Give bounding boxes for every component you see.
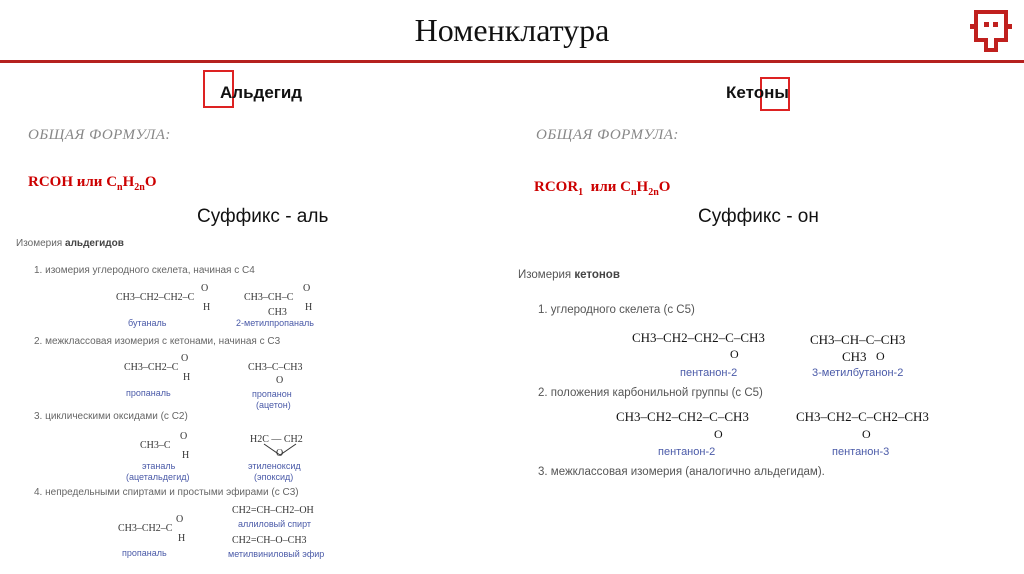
isomerism-item-1: 1. углеродного скелета (с C5) [538, 304, 695, 316]
methylpropanal-o: O [303, 283, 311, 294]
name-pentanone3: пентанон-3 [832, 446, 890, 458]
isomerism-item-3: 3. циклическими оксидами (с C2) [34, 411, 188, 422]
pentanone2a-o: O [730, 347, 739, 361]
aldehyde-h: H [203, 302, 211, 313]
ethanal-o: O [180, 431, 188, 442]
name-vinyl: метилвиниловый эфир [228, 549, 325, 559]
methylbutanone-o: O [876, 349, 885, 363]
isomerism-item-4: 4. непредельными спиртами и простыми эфирами (с C3) [34, 487, 299, 498]
isomerism-item-2: 2. положения карбонильной группы (с C5) [538, 387, 763, 399]
name-propanal: пропаналь [126, 388, 171, 398]
methylpropanal-ch3: CH3 [268, 307, 287, 318]
name-methylpropanal: 2-метилпропаналь [236, 318, 314, 328]
aldehyde-suffix: Суффикс - аль [197, 206, 329, 227]
propanal2-o: O [176, 514, 184, 525]
ketone-formula: $RCOR_1$ или $C_nH_{2n}O$ [534, 179, 671, 198]
isomerism-heading: Изомерия кетонов [518, 269, 620, 281]
ethanal-formula: CH3–C [140, 440, 171, 451]
name-ethylene-oxide: этиленоксид [248, 461, 301, 471]
methylbutanone-ch3: CH3 [842, 349, 867, 364]
ketone-heading: Кетоны [726, 83, 789, 102]
isomerism-heading: Изомерия альдегидов [16, 238, 124, 249]
name-epoxide: (эпоксид) [254, 472, 294, 482]
name-propanone: пропанон [252, 389, 292, 399]
propanal-o: O [181, 353, 189, 364]
name-pentanone2b: пентанон-2 [658, 446, 716, 458]
propanal-formula: CH3–CH2–C [124, 362, 179, 373]
propanone-o: O [276, 375, 284, 386]
aldehyde-heading: Альдегид [220, 83, 303, 102]
ethanal-h: H [182, 450, 190, 461]
propanone-formula: CH3–C–CH3 [248, 362, 303, 373]
pentanone2b-formula: CH3–CH2–CH2–C–CH3 [616, 409, 749, 424]
general-formula-label: ОБЩАЯ ФОРМУЛА: [536, 127, 679, 143]
ketone-suffix: Суффикс - он [698, 206, 819, 227]
aldehyde-o: O [201, 283, 209, 294]
ketone-section [512, 0, 1024, 574]
propanal-h: H [183, 372, 191, 383]
isomerism-item-1: 1. изомерия углеродного скелета, начиная с C4 [34, 265, 255, 276]
general-formula-label: ОБЩАЯ ФОРМУЛА: [28, 127, 171, 143]
methylpropanal-formula: CH3–CH–C [244, 292, 294, 303]
name-pentanone2a: пентанон-2 [680, 367, 738, 379]
butanal-formula: CH3–CH2–CH2–C [116, 292, 195, 303]
page-title: Номенклатура [414, 12, 610, 48]
methylbutanone-formula: CH3–CH–C–CH3 [810, 332, 906, 347]
name-allyl: аллиловый спирт [238, 519, 312, 529]
name-methylbutanone: 3-метилбутанон-2 [812, 367, 904, 379]
oxide-formula: H2C — CH2 [250, 434, 303, 445]
isomerism-item-3: 3. межклассовая изомерия (аналогично альдегидам). [538, 466, 825, 478]
aldehyde-formula: RCOH или $C_nH_{2n}O$ [28, 174, 157, 193]
name-butanal: бутаналь [128, 318, 167, 328]
pentanone2a-formula: CH3–CH2–CH2–C–CH3 [632, 330, 765, 345]
name-ethanal: этаналь [142, 461, 176, 471]
isomerism-item-2: 2. межклассовая изомерия с кетонами, начиная с C3 [34, 336, 281, 347]
oxide-o: O [276, 448, 284, 459]
name-propanal2: пропаналь [122, 548, 167, 558]
methylpropanal-h: H [305, 302, 313, 313]
pentanone3-formula: CH3–CH2–C–CH2–CH3 [796, 409, 929, 424]
pentanone2b-o: O [714, 427, 723, 441]
allyl-formula: CH2=CH–CH2–OH [232, 505, 314, 516]
propanal2-formula: CH3–CH2–C [118, 523, 173, 534]
pentanone3-o: O [862, 427, 871, 441]
propanal2-h: H [178, 533, 186, 544]
name-acetone: (ацетон) [256, 400, 291, 410]
name-acetaldehyde: (ацетальдегид) [126, 472, 190, 482]
vinyl-formula: CH2=CH–O–CH3 [232, 535, 307, 546]
